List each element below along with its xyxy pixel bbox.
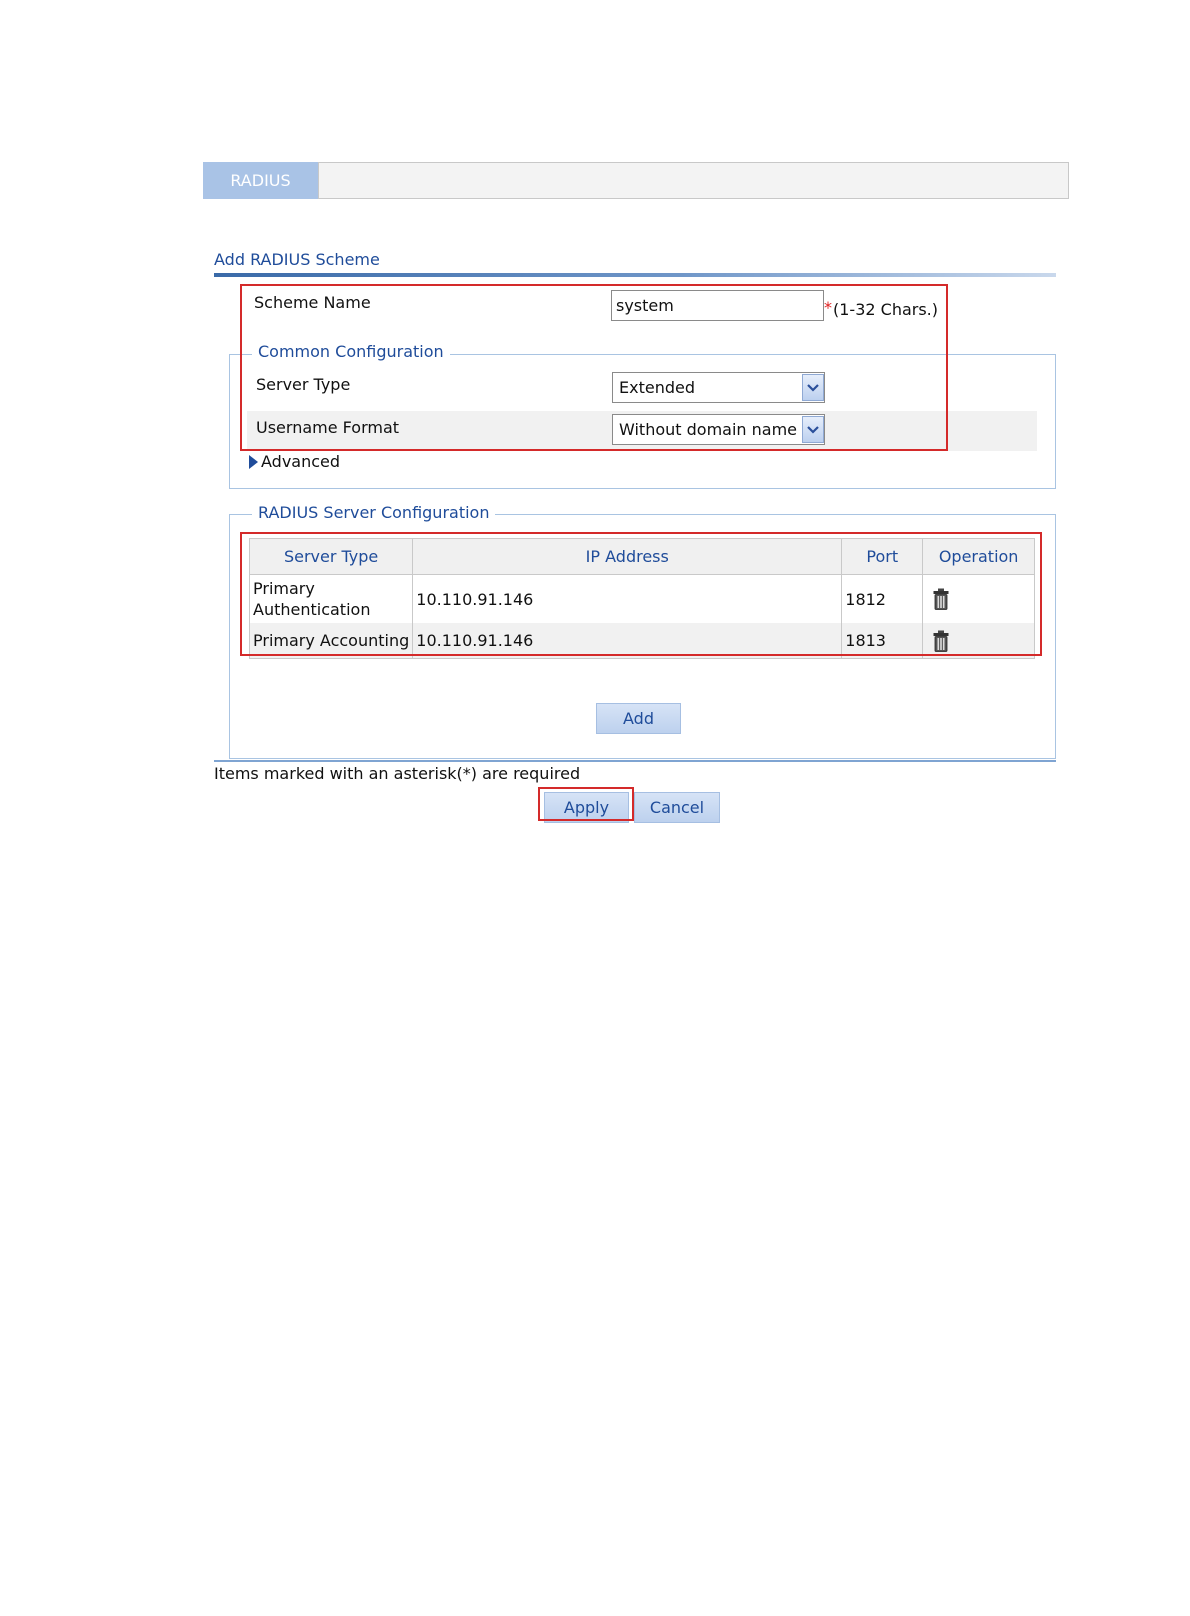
footer-divider: [214, 760, 1056, 762]
column-header-operation: Operation: [923, 539, 1035, 575]
cell-server-type-line2: Authentication: [253, 600, 371, 619]
cancel-button[interactable]: Cancel: [634, 792, 720, 823]
server-type-label: Server Type: [256, 375, 351, 394]
scheme-name-label: Scheme Name: [254, 293, 371, 312]
expand-arrow-icon[interactable]: [249, 455, 258, 469]
scheme-name-hint: (1-32 Chars.): [833, 300, 938, 319]
column-header-port: Port: [842, 539, 923, 575]
required-fields-note: Items marked with an asterisk(*) are required: [214, 764, 581, 783]
radius-server-legend: RADIUS Server Configuration: [252, 503, 495, 522]
cell-ip-address: 10.110.91.146: [413, 623, 842, 659]
cell-port: 1813: [842, 623, 923, 659]
apply-button[interactable]: Apply: [544, 792, 629, 823]
highlight-box-server-table: [240, 532, 1042, 656]
title-divider: [214, 273, 1056, 277]
add-server-button[interactable]: Add: [596, 703, 681, 734]
tab-radius[interactable]: RADIUS: [203, 162, 319, 199]
common-configuration-legend: Common Configuration: [252, 342, 450, 361]
cell-port: 1812: [842, 575, 923, 624]
cell-server-type: Primary Accounting: [250, 623, 413, 659]
required-asterisk: *: [824, 298, 832, 317]
cell-server-type-line1: Primary: [253, 579, 315, 598]
server-type-value: Extended: [619, 378, 695, 397]
column-header-server-type: Server Type: [250, 539, 413, 575]
column-header-ip-address: IP Address: [413, 539, 842, 575]
highlight-box-apply: [538, 787, 634, 821]
advanced-toggle[interactable]: Advanced: [261, 452, 341, 471]
username-format-value: Without domain name: [619, 420, 797, 439]
page-title: Add RADIUS Scheme: [214, 250, 380, 269]
tab-bar: [203, 162, 1069, 199]
highlight-box-scheme: [240, 284, 948, 451]
username-format-label: Username Format: [256, 418, 400, 437]
cell-ip-address: 10.110.91.146: [413, 575, 842, 624]
